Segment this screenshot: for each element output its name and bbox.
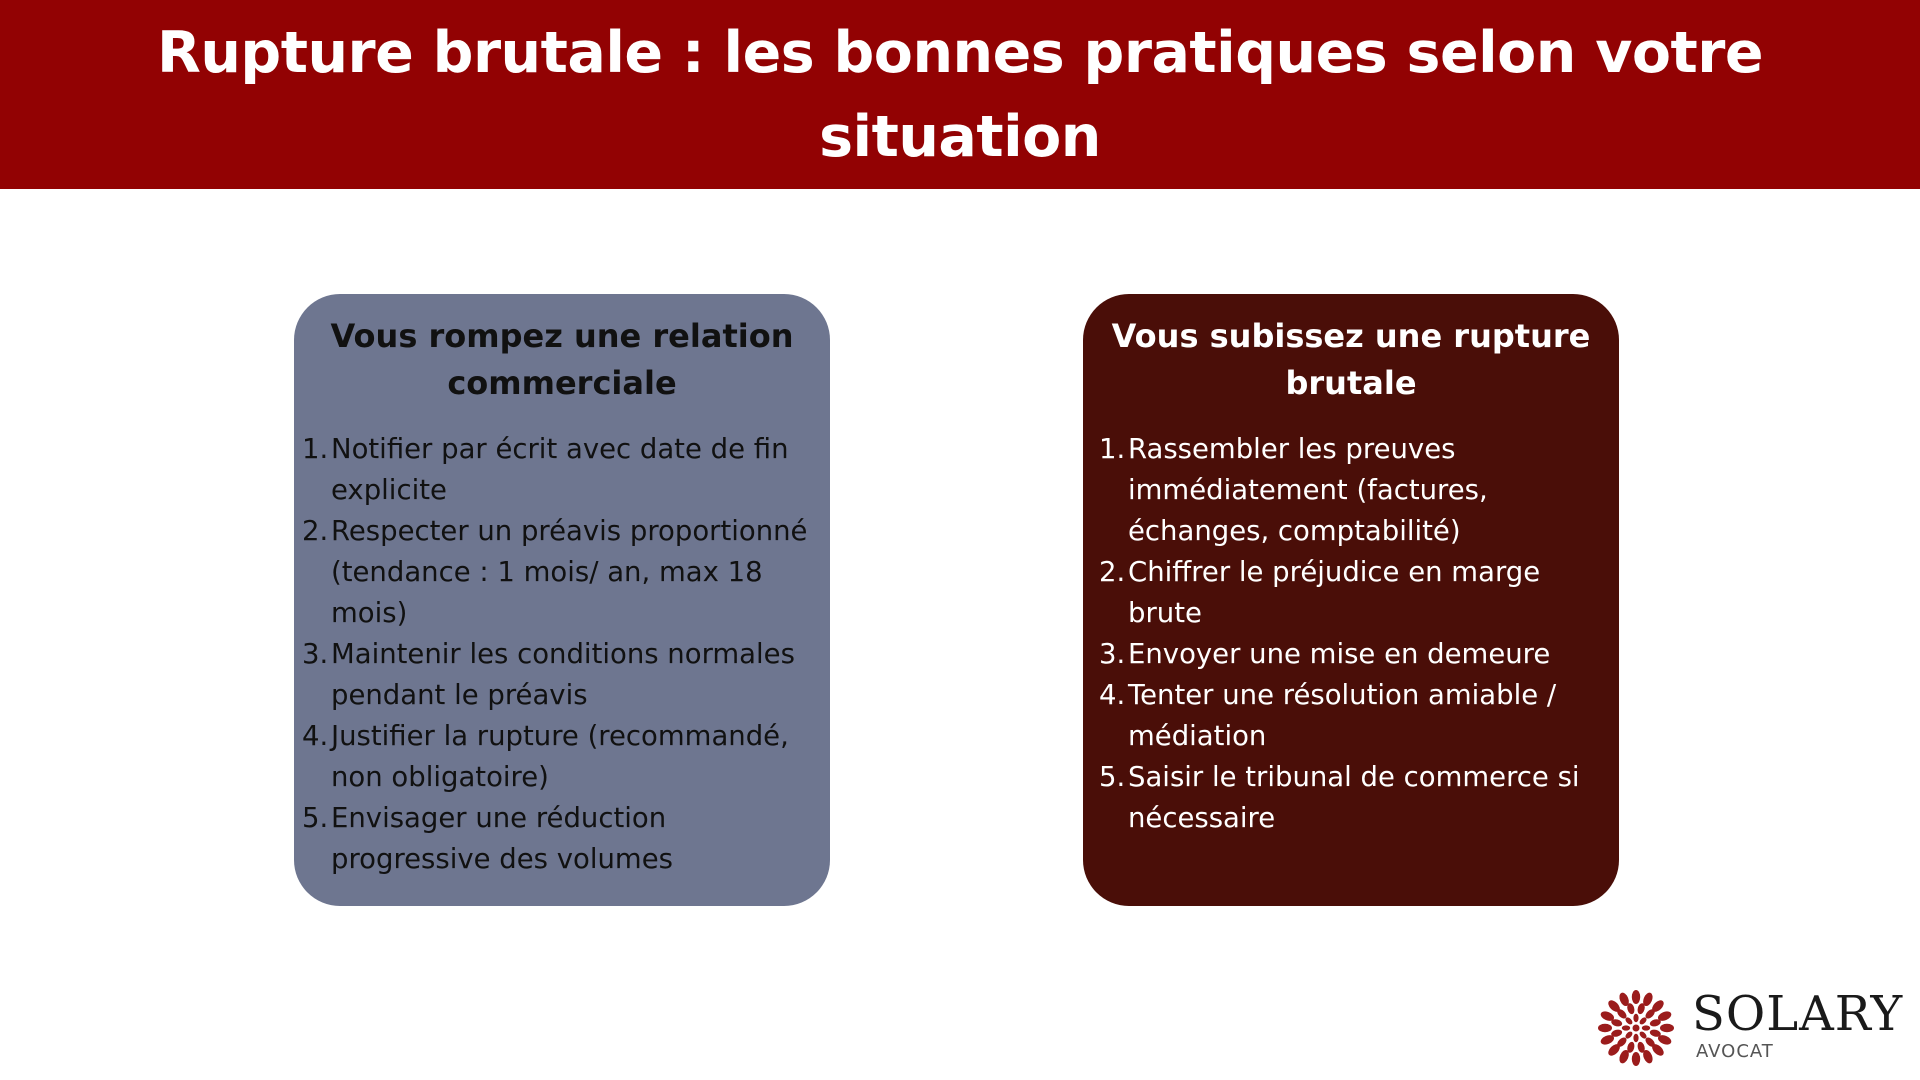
logo-petal <box>1642 1025 1650 1030</box>
list-item <box>302 429 824 511</box>
item-number: 2. <box>1099 556 1126 588</box>
item-number: 1. <box>302 433 329 465</box>
company-logo <box>1598 986 1908 1066</box>
card-title: Vous rompez une relation commerciale <box>330 317 794 402</box>
item-text: Envoyer une mise en demeure <box>1128 638 1551 670</box>
item-number: 5. <box>302 802 329 834</box>
item-number: 3. <box>1099 638 1126 670</box>
card-title: Vous subissez une rupture brutale <box>1111 317 1591 402</box>
item-number: 4. <box>1099 679 1126 711</box>
item-number: 1. <box>1099 433 1126 465</box>
item-text: Justifier la rupture (recommandé, non obligatoire) <box>331 720 789 793</box>
list-item <box>1099 552 1605 634</box>
card-suffering-rupture <box>1083 294 1619 906</box>
item-text: Envisager une réduction progressive des volumes <box>331 802 673 875</box>
logo-petal <box>1622 1025 1630 1030</box>
logo-petal <box>1632 990 1640 1004</box>
logo-petal <box>1598 1024 1612 1032</box>
page-title: Rupture brutale : les bonnes pratiques selon votre situation <box>156 19 1764 170</box>
logo-subtitle: AVOCAT <box>1696 1041 1774 1062</box>
item-number: 4. <box>302 720 329 752</box>
item-text: Tenter une résolution amiable / médiation <box>1128 679 1557 752</box>
steps-list <box>302 429 824 880</box>
list-item <box>302 798 824 880</box>
logo-petal <box>1633 1014 1638 1022</box>
list-item <box>1099 675 1605 757</box>
card-breaking-relation <box>294 294 830 906</box>
list-item <box>302 634 824 716</box>
list-item <box>302 511 824 634</box>
list-item <box>1099 634 1605 675</box>
steps-list <box>1099 429 1605 839</box>
item-text: Respecter un préavis proportionné (tendance : 1 mois/ an, max 18 mois) <box>331 515 808 629</box>
item-text: Chiffrer le préjudice en marge brute <box>1128 556 1541 629</box>
list-item <box>1099 429 1605 552</box>
item-text: Maintenir les conditions normales pendant le préavis <box>331 638 795 711</box>
logo-name: SOLARY <box>1692 986 1904 1042</box>
item-text: Rassembler les preuves immédiatement (factures, échanges, comptabilité) <box>1128 433 1488 547</box>
list-item <box>302 716 824 798</box>
logo-petal <box>1633 1034 1638 1042</box>
sunburst-icon <box>1598 990 1674 1066</box>
item-number: 3. <box>302 638 329 670</box>
logo-petal <box>1632 1052 1640 1066</box>
item-number: 2. <box>302 515 329 547</box>
list-item <box>1099 757 1605 839</box>
item-text: Notifier par écrit avec date de fin explicite <box>331 433 789 506</box>
item-number: 5. <box>1099 761 1126 793</box>
logo-petal <box>1660 1024 1674 1032</box>
item-text: Saisir le tribunal de commerce si nécessaire <box>1128 761 1580 834</box>
header-banner <box>0 0 1920 189</box>
logo-center <box>1633 1025 1640 1032</box>
